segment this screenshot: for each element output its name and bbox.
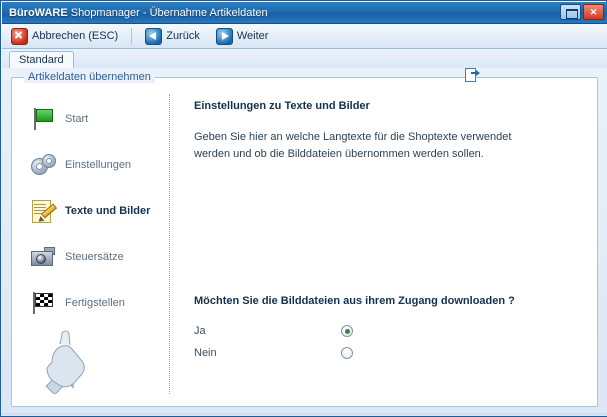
- tab-standard[interactable]: Standard: [9, 51, 74, 69]
- window-title: [9, 7, 268, 19]
- window-title-rest: Shopmanager - Übernahme Artikeldaten: [67, 6, 268, 19]
- radio-label-nein: Nein: [194, 347, 217, 359]
- gear-icon: [30, 152, 56, 178]
- radio-row-ja[interactable]: [194, 320, 394, 342]
- window-bottom-edge: [2, 413, 607, 415]
- wizard-step-steuersaetze[interactable]: [30, 238, 150, 276]
- window-controls: [560, 4, 604, 20]
- toolbar-separator: [131, 28, 132, 44]
- camera-icon: [30, 244, 56, 270]
- cancel-icon: [11, 28, 28, 45]
- toolbar-button-cancel-label: Abbrechen (ESC): [32, 30, 119, 42]
- wizard-step-einstellungen-label: Einstellungen: [65, 159, 132, 171]
- export-icon[interactable]: [465, 68, 479, 82]
- hand-pointer-graphic: [38, 322, 100, 394]
- close-icon: ✕: [589, 6, 598, 17]
- vertical-divider: [169, 94, 170, 394]
- restore-window-button[interactable]: [560, 4, 581, 20]
- toolbar-button-cancel[interactable]: [8, 27, 121, 46]
- wizard-group-caption: Artikeldaten übernehmen: [24, 71, 155, 83]
- wizard-step-fertigstellen-label: Fertigstellen: [65, 297, 125, 309]
- toolbar-button-back-label: Zurück: [166, 30, 200, 42]
- radio-label-ja: Ja: [194, 325, 206, 337]
- wizard-step-texte-und-bilder[interactable]: [30, 192, 150, 230]
- pane-description: Geben Sie hier an welche Langtexte für die Shoptexte verwendet werden und ob die Bilddateien übernommen werden sollen.: [194, 131, 512, 160]
- wizard-step-start-label: Start: [65, 113, 89, 125]
- close-window-button[interactable]: [583, 4, 604, 20]
- wizard-step-fertigstellen[interactable]: [30, 284, 150, 322]
- radio-button-nein[interactable]: [341, 347, 353, 359]
- wizard-step-steuersaetze-label: Steuersätze: [65, 251, 124, 263]
- radio-button-ja[interactable]: [341, 325, 353, 337]
- wizard-step-einstellungen[interactable]: [30, 146, 150, 184]
- title-bar: [2, 2, 607, 24]
- toolbar-button-next[interactable]: [213, 27, 272, 46]
- wizard-step-texte-und-bilder-label: Texte und Bilder: [65, 205, 151, 217]
- window-title-brand: BüroWARE: [9, 6, 68, 19]
- settings-pane: [194, 100, 583, 163]
- download-radio-group: [194, 320, 394, 364]
- wizard-group-box: [11, 71, 598, 407]
- toolbar-button-back[interactable]: [142, 27, 203, 46]
- arrow-right-icon: [216, 28, 233, 45]
- arrow-left-icon: [145, 28, 162, 45]
- checkered-flag-icon: [30, 290, 56, 316]
- tab-strip: [2, 49, 607, 69]
- pane-heading: Einstellungen zu Texte und Bilder: [194, 100, 370, 112]
- content-area: [2, 68, 607, 416]
- wizard-step-start[interactable]: [30, 100, 150, 138]
- green-flag-icon: [30, 106, 56, 132]
- restore-icon: [566, 9, 578, 19]
- wizard-step-list: [30, 100, 150, 330]
- toolbar-button-next-label: Weiter: [236, 30, 269, 42]
- radio-row-nein[interactable]: [194, 342, 394, 364]
- document-pencil-icon: [30, 198, 56, 224]
- download-question-label: Möchten Sie die Bilddateien aus ihrem Zugang downloaden ?: [194, 295, 515, 307]
- toolbar: [2, 24, 607, 49]
